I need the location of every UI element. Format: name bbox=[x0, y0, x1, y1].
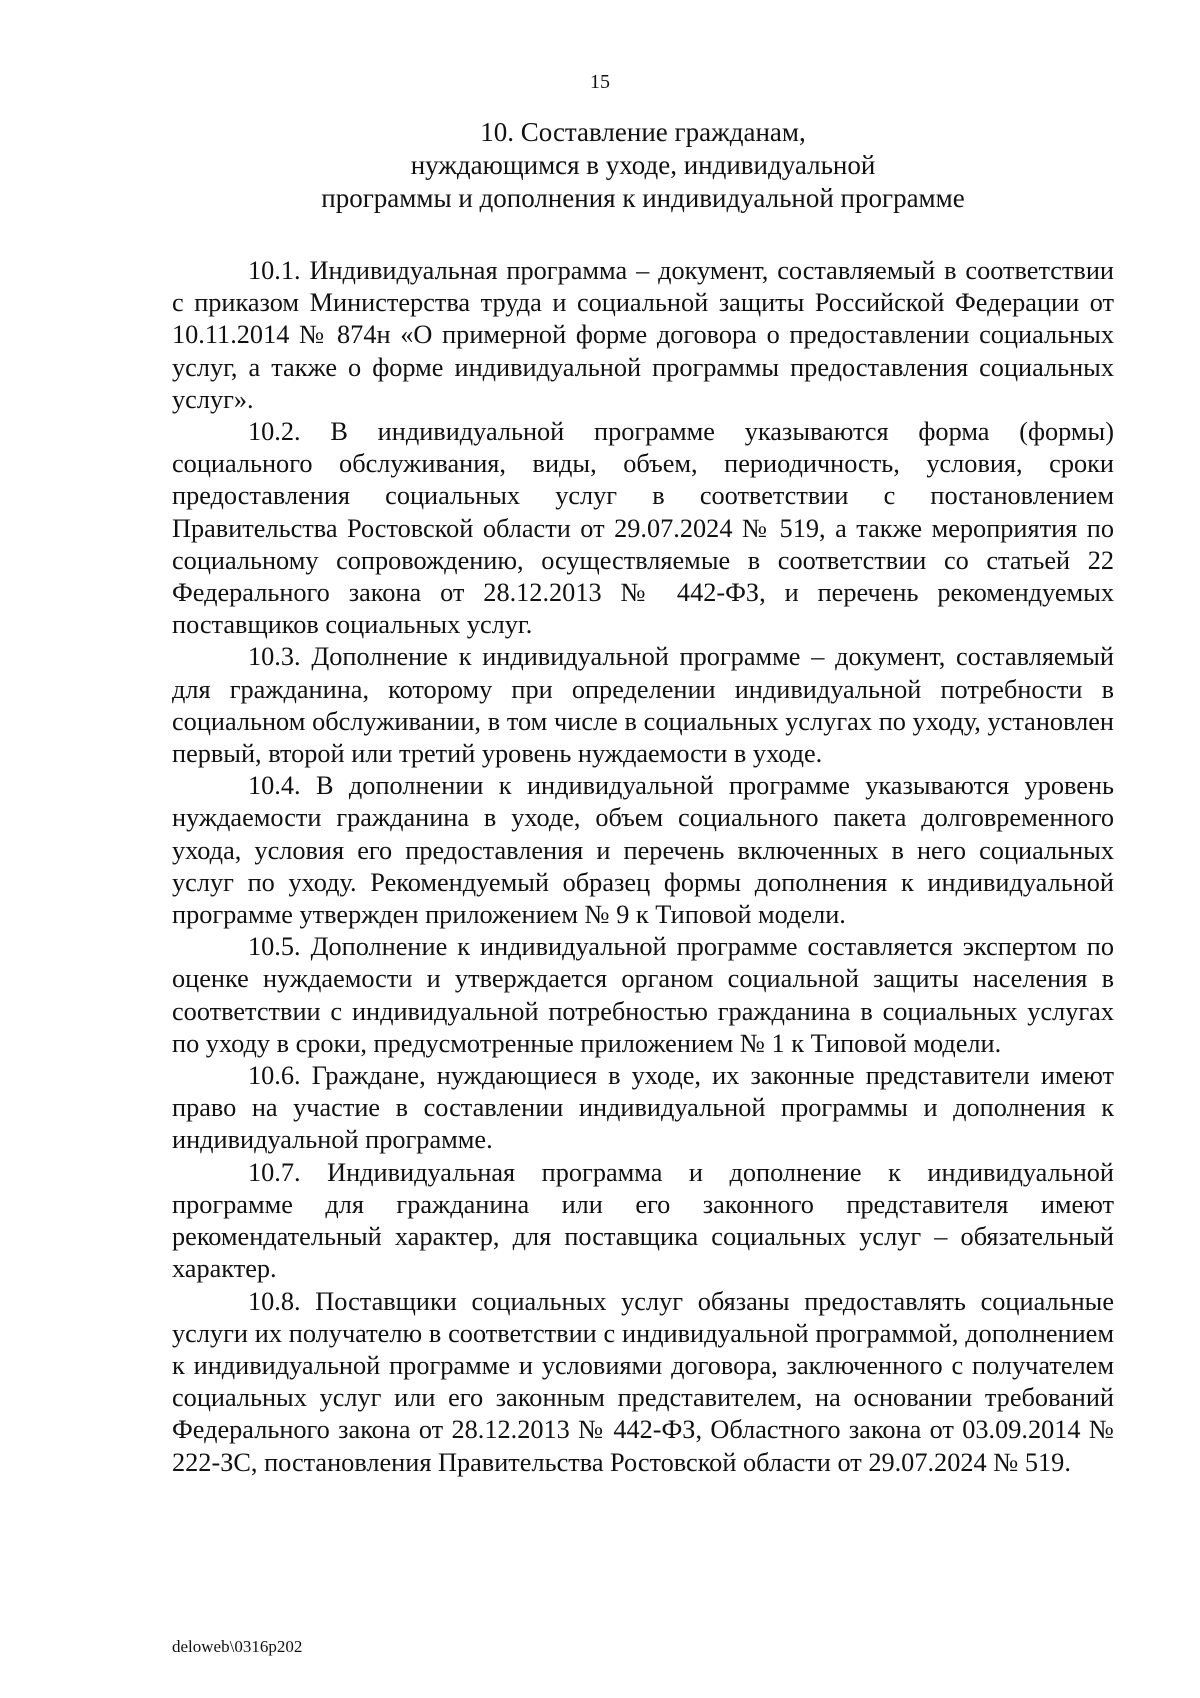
paragraph-10-3: 10.3. Дополнение к индивидуальной программе – документ, составляемый для гражданина, которому при определении индивидуальной потребности в социальном обслуживании, в том числе в социальных услугах по уходу, установлен первый, второй или третий уровень нуждаемости в уходе. bbox=[172, 642, 1114, 769]
paragraph-10-7: 10.7. Индивидуальная программа и дополнение к индивидуальной программе для гражданина или его законного представителя имеют рекомендательный характер, для поставщика социальных услуг – обязательный характер. bbox=[172, 1157, 1114, 1284]
paragraph-10-2: 10.2. В индивидуальной программе указываются форма (формы) социального обслуживания, виды, объем, периодичность, условия, сроки предоставления социальных услуг в соответствии с постановлением Правительства Ростовской области от 29.07.2024 № 519, а также мероприятия по социальному сопровождению, осуществляемые в соответствии со статьей 22 Федерального закона от 28.12.2013 № 442-ФЗ, и перечень рекомендуемых поставщиков социальных услуг. bbox=[172, 417, 1114, 640]
section-heading-line: программы и дополнения к индивидуальной программе bbox=[321, 183, 965, 213]
page-number: 15 bbox=[590, 71, 610, 93]
section-heading-line: 10. Составление гражданам, bbox=[480, 117, 806, 147]
paragraph-10-8: 10.8. Поставщики социальных услуг обязаны предоставлять социальные услуги их получателю в соответствии с индивидуальной программой, дополнением к индивидуальной программе и условиями договора, заключенного с получателем социальных услуг или его законным представителем, на основании требований Федерального закона от 28.12.2013 № 442-ФЗ, Областного закона от 03.09.2014 № 222-ЗС, постановления Правительства Ростовской области от 29.07.2024 № 519. bbox=[172, 1286, 1114, 1477]
paragraph-10-4: 10.4. В дополнении к индивидуальной программе указываются уровень нуждаемости гражданина в уходе, объем социального пакета долговременного ухода, условия его предоставления и перечень включенных в него социальных услуг по уходу. Рекомендуемый образец формы дополнения к индивидуальной программе утвержден приложением № 9 к Типовой модели. bbox=[172, 771, 1114, 930]
footer-doc-id: deloweb\0316p202 bbox=[172, 1637, 303, 1656]
section-heading-line: нуждающимся в уходе, индивидуальной bbox=[410, 150, 876, 180]
paragraph-10-6: 10.6. Граждане, нуждающиеся в уходе, их законные представители имеют право на участие в составлении индивидуальной программы и дополнения к индивидуальной программе. bbox=[172, 1061, 1114, 1155]
document-body bbox=[172, 255, 1114, 1479]
paragraph-10-1: 10.1. Индивидуальная программа – документ, составляемый в соответствии с приказом Министерства труда и социальной защиты Российской Федерации от 10.11.2014 № 874н «О примерной форме договора о предоставлении социальных услуг, а также о форме индивидуальной программы предоставления социальных услуг». bbox=[172, 256, 1114, 414]
paragraph-10-5: 10.5. Дополнение к индивидуальной программе составляется экспертом по оценке нуждаемости и утверждается органом социальной защиты населения в соответствии с индивидуальной потребностью гражданина в социальных услугах по уходу в сроки, предусмотренные приложением № 1 к Типовой модели. bbox=[172, 932, 1114, 1058]
section-heading bbox=[170, 116, 1116, 215]
